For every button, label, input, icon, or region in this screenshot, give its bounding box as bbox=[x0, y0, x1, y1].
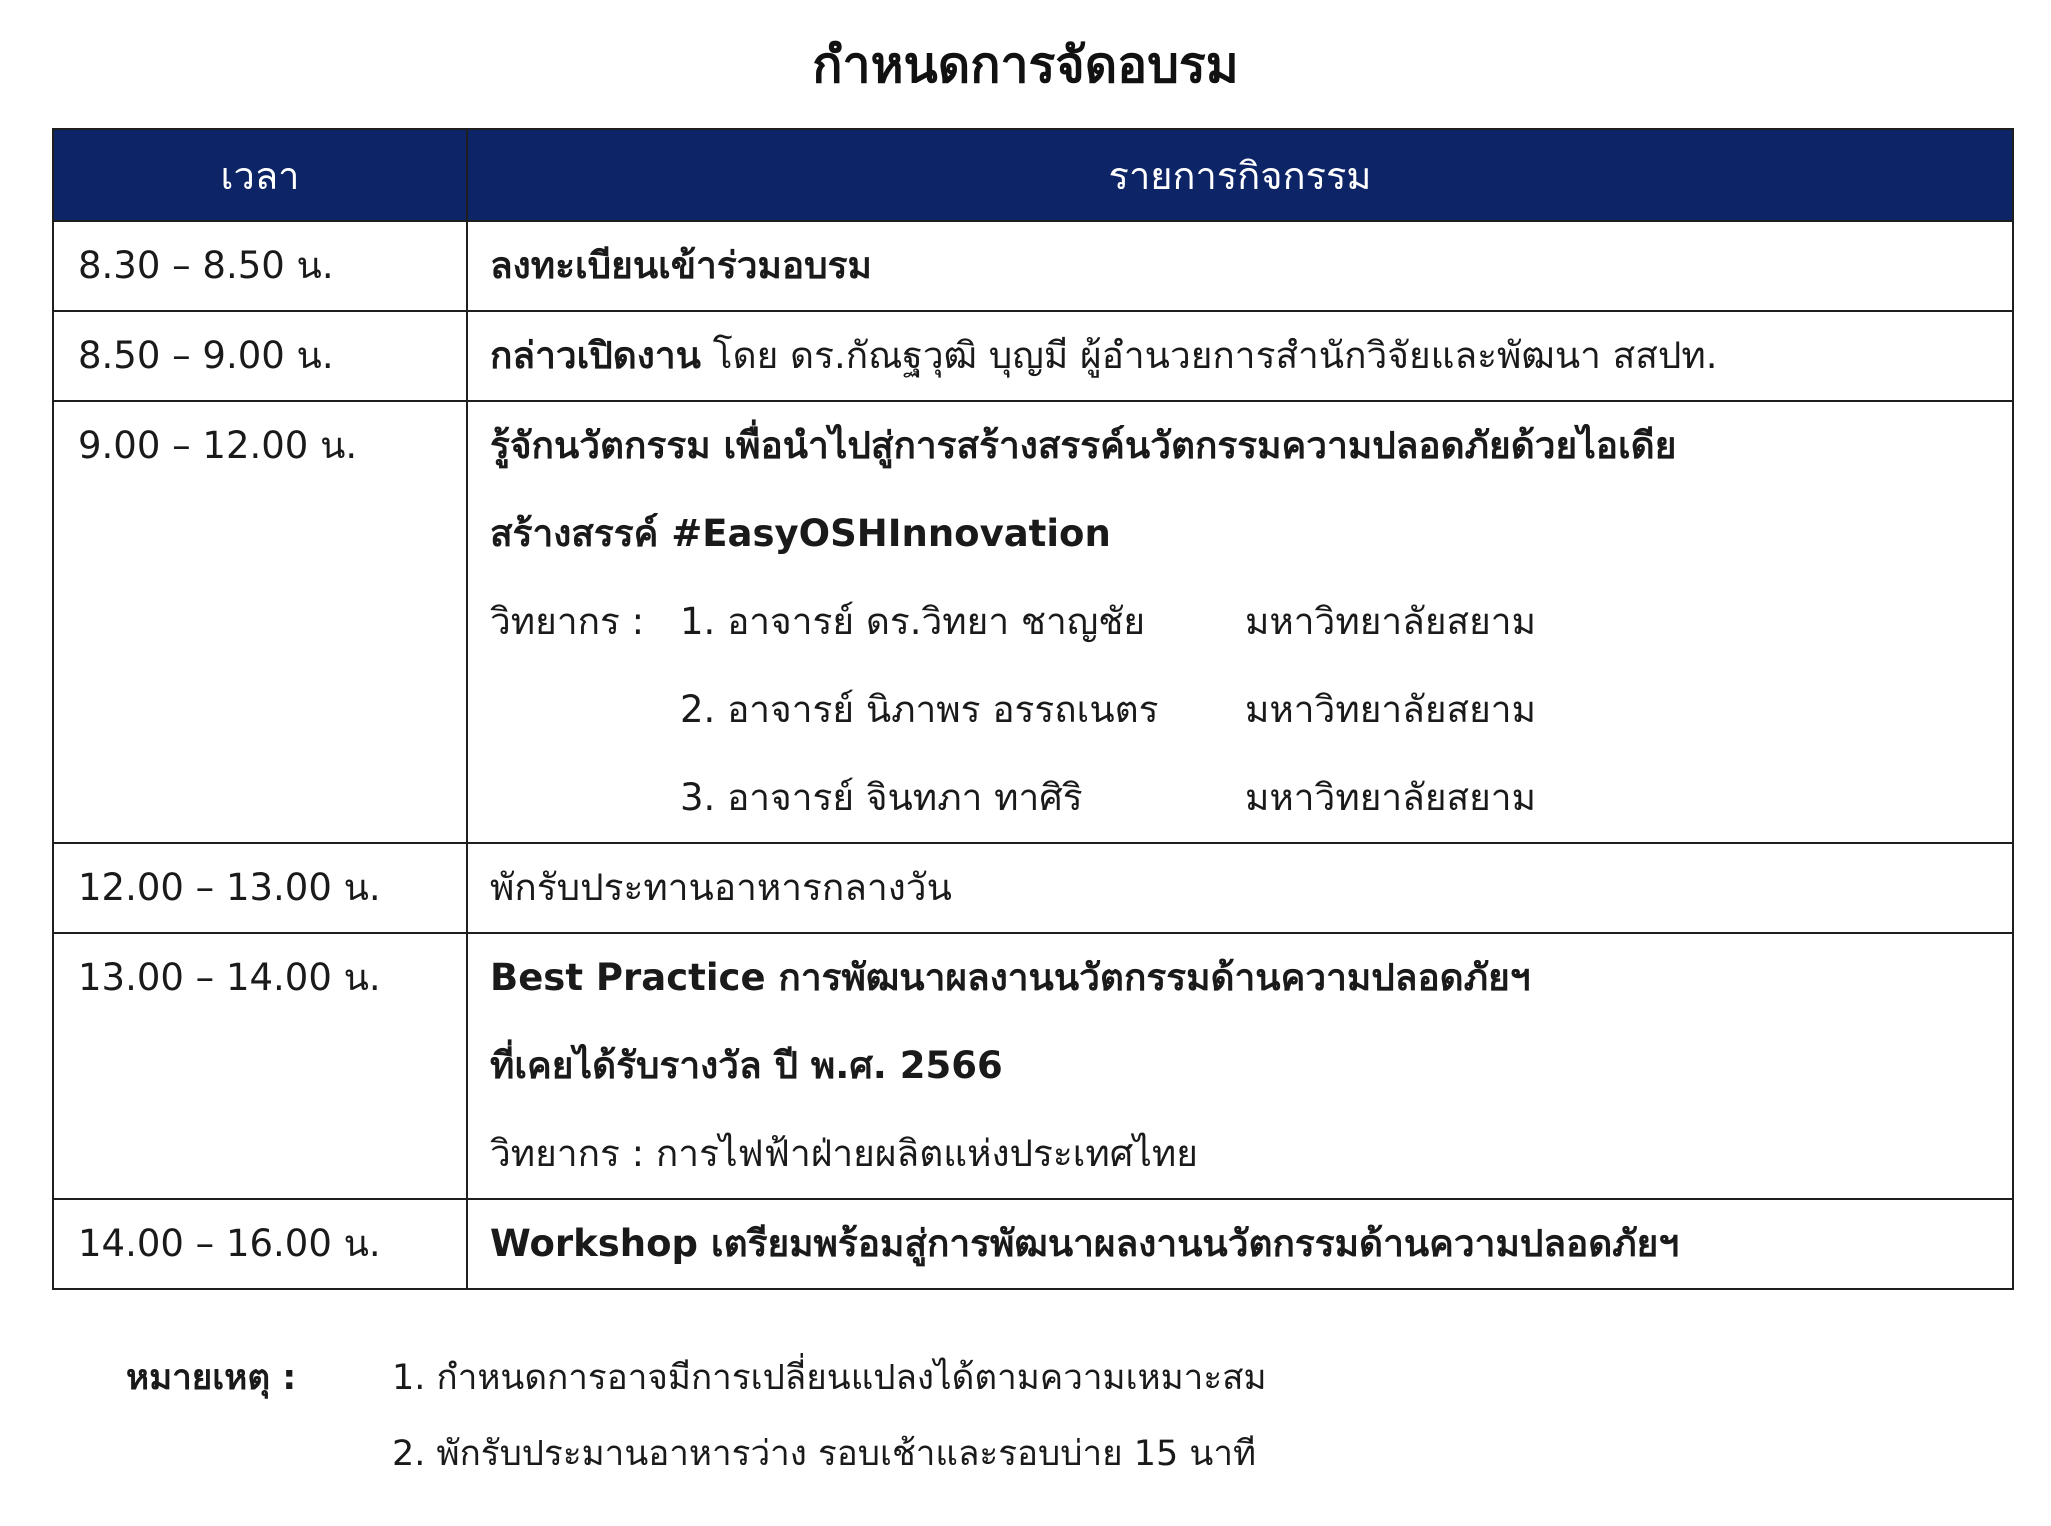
header-activity: รายการกิจกรรม bbox=[467, 129, 2013, 221]
activity-title-line-2: สร้างสรรค์ #EasyOSHInnovation bbox=[490, 512, 1111, 555]
table-row bbox=[53, 1199, 2013, 1289]
schedule-table bbox=[52, 128, 2014, 1290]
speaker-row bbox=[490, 578, 1992, 666]
activity-title-line-1: Best Practice การพัฒนาผลงานนวัตกรรมด้านความปลอดภัยฯ bbox=[490, 956, 1531, 999]
activity-cell bbox=[467, 401, 2013, 843]
time-cell: 8.30 – 8.50 น. bbox=[53, 221, 467, 311]
note-row bbox=[126, 1340, 1267, 1416]
time-cell: 12.00 – 13.00 น. bbox=[53, 843, 467, 933]
table-header-row bbox=[53, 129, 2013, 221]
notes-label: หมายเหตุ : bbox=[126, 1358, 297, 1398]
activity-cell bbox=[467, 311, 2013, 401]
speaker-org: มหาวิทยาลัยสยาม bbox=[1245, 688, 1536, 731]
activity-cell bbox=[467, 221, 2013, 311]
activity-title: Workshop เตรียมพร้อมสู่การพัฒนาผลงานนวัตกรรมด้านความปลอดภัยฯ bbox=[490, 1222, 1680, 1265]
speaker-row bbox=[490, 666, 1992, 754]
activity-title-line-2: ที่เคยได้รับรางวัล ปี พ.ศ. 2566 bbox=[490, 1044, 1003, 1087]
activity-detail: โดย ดร.กัณฐวุฒิ บุญมี ผู้อำนวยการสำนักวิจัยและพัฒนา สสปท. bbox=[700, 334, 1718, 377]
table-row bbox=[53, 843, 2013, 933]
note-item: 2. พักรับประมานอาหารว่าง รอบเช้าและรอบบ่าย 15 นาที bbox=[392, 1434, 1257, 1474]
activity-title-line-1: รู้จักนวัตกรรม เพื่อนำไปสู่การสร้างสรรค์นวัตกรรมความปลอดภัยด้วยไอเดีย bbox=[490, 424, 1677, 467]
table-row bbox=[53, 933, 2013, 1199]
activity-cell bbox=[467, 933, 2013, 1199]
activity-title: กล่าวเปิดงาน bbox=[490, 334, 701, 377]
activity-cell bbox=[467, 1199, 2013, 1289]
time-cell: 14.00 – 16.00 น. bbox=[53, 1199, 467, 1289]
speaker-name: 2. อาจารย์ นิภาพร อรรถเนตร bbox=[680, 688, 1159, 731]
speaker-label: วิทยากร : bbox=[490, 600, 645, 643]
time-cell: 13.00 – 14.00 น. bbox=[53, 933, 467, 1199]
time-cell: 8.50 – 9.00 น. bbox=[53, 311, 467, 401]
time-cell: 9.00 – 12.00 น. bbox=[53, 401, 467, 843]
header-time: เวลา bbox=[53, 129, 467, 221]
speaker-line: วิทยากร : การไฟฟ้าฝ่ายผลิตแห่งประเทศไทย bbox=[490, 1132, 1198, 1175]
note-row bbox=[126, 1416, 1267, 1492]
activity-cell: พักรับประทานอาหารกลางวัน bbox=[467, 843, 2013, 933]
activity-title: ลงทะเบียนเข้าร่วมอบรม bbox=[490, 244, 872, 287]
table-row bbox=[53, 311, 2013, 401]
speaker-org: มหาวิทยาลัยสยาม bbox=[1245, 776, 1536, 819]
page-title: กำหนดการจัดอบรม bbox=[812, 36, 1239, 94]
speaker-name: 1. อาจารย์ ดร.วิทยา ชาญชัย bbox=[680, 600, 1146, 643]
notes-section bbox=[126, 1340, 1267, 1492]
speaker-name: 3. อาจารย์ จินทภา ทาศิริ bbox=[680, 776, 1083, 819]
note-item: 1. กำหนดการอาจมีการเปลี่ยนแปลงได้ตามความเหมาะสม bbox=[392, 1358, 1267, 1398]
table-row bbox=[53, 221, 2013, 311]
speaker-org: มหาวิทยาลัยสยาม bbox=[1245, 600, 1536, 643]
speaker-row bbox=[490, 754, 1992, 842]
table-row bbox=[53, 401, 2013, 843]
